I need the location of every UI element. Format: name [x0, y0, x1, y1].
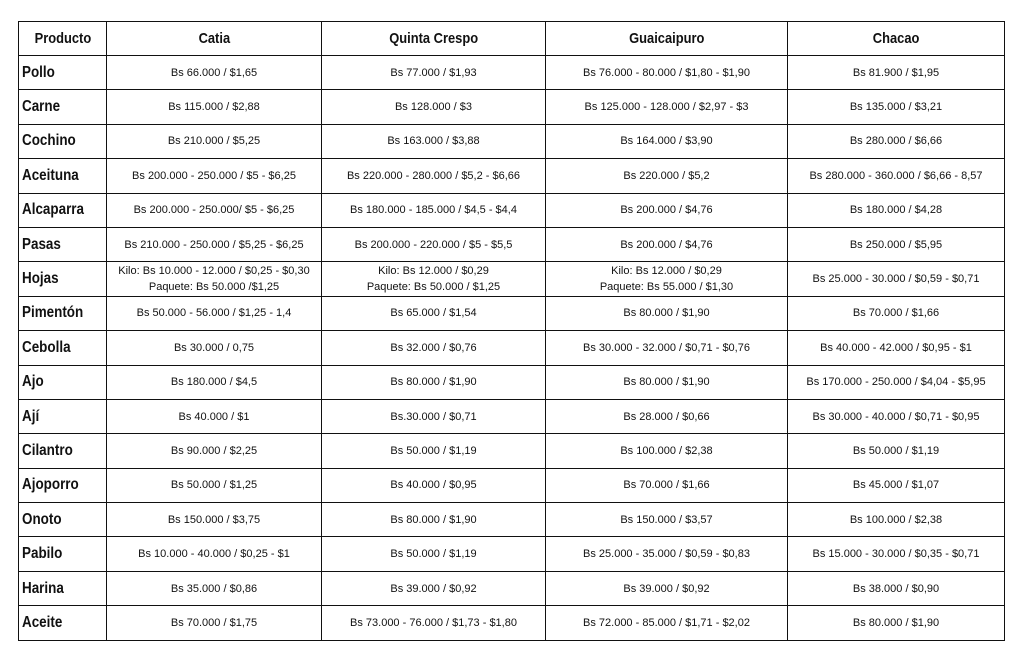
price-line: Bs 50.000 / $1,19 [852, 444, 940, 457]
price-catia [107, 365, 322, 399]
product-name [19, 468, 107, 502]
table-row [19, 399, 1005, 433]
price-line: Bs 10.000 - 40.000 / $0,25 - $1 [138, 548, 290, 561]
product-name [19, 331, 107, 365]
price-quinta-crespo [322, 296, 546, 330]
price-line: Bs 50.000 / $1,19 [390, 444, 477, 457]
price-line: Bs.30.000 / $0,71 [390, 410, 477, 423]
price-quinta-crespo [322, 399, 546, 433]
product-label: Cilantro [22, 441, 73, 459]
price-catia [107, 56, 322, 90]
price-chacao [788, 90, 1005, 124]
price-line: Bs 200.000 - 220.000 / $5 - $5,5 [354, 238, 513, 251]
table-body [19, 56, 1005, 641]
price-line: Bs 80.000 / $1,90 [390, 376, 477, 389]
price-chacao [788, 227, 1005, 261]
table-row [19, 90, 1005, 124]
price-line: Bs 100.000 / $2,38 [620, 444, 713, 457]
price-line: Bs 45.000 / $1,07 [852, 479, 940, 492]
price-catia [107, 159, 322, 193]
price-line: Bs 77.000 / $1,93 [390, 66, 477, 79]
price-chacao [788, 399, 1005, 433]
product-label: Pollo [22, 63, 55, 81]
product-label: Pasas [22, 235, 61, 253]
product-name [19, 262, 107, 296]
price-line: Bs 125.000 - 128.000 / $2,97 - $3 [584, 101, 749, 114]
price-guaicaipuro [546, 331, 788, 365]
price-line: Bs 72.000 - 85.000 / $1,71 - $2,02 [583, 616, 750, 629]
product-label: Carne [22, 98, 61, 116]
product-name [19, 365, 107, 399]
price-catia [107, 124, 322, 158]
price-guaicaipuro [546, 399, 788, 433]
price-guaicaipuro [546, 503, 788, 537]
price-line: Bs 220.000 - 280.000 / $5,2 - $6,66 [346, 169, 521, 182]
price-line: Bs 220.000 / $5,2 [623, 169, 710, 182]
price-chacao [788, 159, 1005, 193]
price-line: Bs 32.000 / $0,76 [390, 341, 477, 354]
header-row [19, 22, 1005, 56]
product-name [19, 503, 107, 537]
price-guaicaipuro [546, 296, 788, 330]
price-line: Bs 39.000 / $0,92 [390, 582, 477, 595]
product-label: Ají [22, 407, 40, 425]
price-line: Bs 150.000 / $3,57 [620, 513, 713, 526]
price-line: Bs 163.000 / $3,88 [387, 135, 480, 148]
price-line: Bs 70.000 / $1,75 [170, 616, 258, 629]
price-chacao [788, 262, 1005, 296]
product-name [19, 56, 107, 90]
price-line: Bs 30.000 - 32.000 / $0,71 - $0,76 [583, 341, 750, 354]
price-quinta-crespo [322, 571, 546, 605]
product-name [19, 90, 107, 124]
product-name [19, 227, 107, 261]
price-guaicaipuro [546, 193, 788, 227]
price-line: Bs 35.000 / $0,86 [170, 582, 258, 595]
price-line: Bs 81.900 / $1,95 [852, 66, 940, 79]
header-quinta-crespo: Quinta Crespo [322, 22, 546, 56]
table-row [19, 331, 1005, 365]
product-label: Aceite [22, 613, 63, 631]
table-row [19, 159, 1005, 193]
price-guaicaipuro [546, 90, 788, 124]
price-line: Bs 128.000 / $3 [394, 101, 473, 114]
price-chacao [788, 503, 1005, 537]
price-line: Bs 250.000 / $5,95 [849, 238, 943, 251]
price-line: Bs 39.000 / $0,92 [623, 582, 710, 595]
price-catia [107, 262, 322, 296]
price-line: Paquete: Bs 55.000 / $1,30 [599, 281, 734, 294]
price-line: Bs 25.000 - 30.000 / $0,59 - $0,71 [812, 273, 980, 286]
price-line: Bs 210.000 - 250.000 / $5,25 - $6,25 [124, 238, 304, 251]
table-row [19, 296, 1005, 330]
price-catia [107, 193, 322, 227]
price-line: Kilo: Bs 10.000 - 12.000 / $0,25 - $0,30 [118, 265, 310, 278]
price-line: Bs 38.000 / $0,90 [852, 582, 940, 595]
product-label: Hojas [22, 270, 59, 288]
product-name [19, 124, 107, 158]
price-line: Bs 164.000 / $3,90 [620, 135, 713, 148]
price-catia [107, 468, 322, 502]
price-line: Bs 73.000 - 76.000 / $1,73 - $1,80 [350, 616, 517, 629]
product-label: Cebolla [22, 338, 71, 356]
price-line: Bs 280.000 - 360.000 / $6,66 - 8,57 [809, 169, 983, 182]
product-name [19, 399, 107, 433]
header-catia: Catia [107, 22, 322, 56]
price-line: Bs 80.000 / $1,90 [623, 376, 710, 389]
price-catia [107, 399, 322, 433]
table-row [19, 193, 1005, 227]
header-chacao: Chacao [788, 22, 1005, 56]
product-label: Ajo [22, 373, 44, 391]
product-name [19, 606, 107, 640]
price-quinta-crespo [322, 503, 546, 537]
price-line: Bs 28.000 / $0,66 [623, 410, 710, 423]
price-catia [107, 331, 322, 365]
price-chacao [788, 468, 1005, 502]
product-name [19, 434, 107, 468]
price-quinta-crespo [322, 227, 546, 261]
product-label: Aceituna [22, 166, 79, 184]
price-catia [107, 537, 322, 571]
price-line: Bs 66.000 / $1,65 [170, 66, 258, 79]
price-quinta-crespo [322, 606, 546, 640]
price-catia [107, 571, 322, 605]
price-quinta-crespo [322, 90, 546, 124]
price-quinta-crespo [322, 56, 546, 90]
price-line: Bs 50.000 / $1,19 [390, 548, 477, 561]
price-catia [107, 90, 322, 124]
table-row [19, 56, 1005, 90]
price-quinta-crespo [322, 262, 546, 296]
price-guaicaipuro [546, 434, 788, 468]
price-quinta-crespo [322, 468, 546, 502]
price-guaicaipuro [546, 124, 788, 158]
price-quinta-crespo [322, 124, 546, 158]
price-line: Bs 15.000 - 30.000 / $0,35 - $0,71 [812, 548, 980, 561]
table-row [19, 124, 1005, 158]
price-quinta-crespo [322, 365, 546, 399]
table-row [19, 365, 1005, 399]
price-line: Bs 70.000 / $1,66 [623, 479, 710, 492]
price-line: Bs 280.000 / $6,66 [849, 135, 943, 148]
price-guaicaipuro [546, 468, 788, 502]
price-chacao [788, 331, 1005, 365]
price-line: Kilo: Bs 12.000 / $0,29 [611, 265, 722, 278]
table-row [19, 227, 1005, 261]
price-quinta-crespo [322, 537, 546, 571]
product-name [19, 193, 107, 227]
product-label: Ajoporro [22, 476, 79, 494]
price-line: Bs 40.000 / $1 [178, 410, 250, 423]
price-chacao [788, 434, 1005, 468]
price-line: Bs 80.000 / $1,90 [852, 616, 940, 629]
price-quinta-crespo [322, 434, 546, 468]
price-guaicaipuro [546, 365, 788, 399]
price-catia [107, 227, 322, 261]
price-chacao [788, 56, 1005, 90]
price-line: Bs 210.000 / $5,25 [167, 135, 261, 148]
price-guaicaipuro [546, 159, 788, 193]
price-line: Bs 65.000 / $1,54 [390, 307, 477, 320]
price-line: Bs 200.000 / $4,76 [620, 204, 713, 217]
price-chacao [788, 365, 1005, 399]
price-chacao [788, 571, 1005, 605]
table-row [19, 537, 1005, 571]
product-label: Pimentón [22, 304, 84, 322]
price-line: Bs 170.000 - 250.000 / $4,04 - $5,95 [806, 376, 986, 389]
price-line: Bs 150.000 / $3,75 [167, 513, 261, 526]
price-guaicaipuro [546, 262, 788, 296]
price-line: Bs 70.000 / $1,66 [852, 307, 940, 320]
price-line: Bs 180.000 / $4,5 [170, 376, 258, 389]
price-line: Bs 135.000 / $3,21 [849, 101, 943, 114]
price-line: Bs 40.000 / $0,95 [390, 479, 477, 492]
product-label: Onoto [22, 510, 62, 528]
price-chacao [788, 537, 1005, 571]
price-guaicaipuro [546, 571, 788, 605]
price-chacao [788, 193, 1005, 227]
price-line: Bs 50.000 / $1,25 [170, 479, 258, 492]
price-guaicaipuro [546, 606, 788, 640]
price-line: Bs 200.000 - 250.000/ $5 - $6,25 [133, 204, 295, 217]
product-label: Cochino [22, 132, 76, 150]
price-line: Bs 50.000 - 56.000 / $1,25 - 1,4 [136, 307, 292, 320]
price-catia [107, 434, 322, 468]
price-chacao [788, 606, 1005, 640]
table-row [19, 503, 1005, 537]
price-line: Bs 115.000 / $2,88 [168, 101, 260, 114]
price-line: Bs 25.000 - 35.000 / $0,59 - $0,83 [583, 548, 750, 561]
product-label: Pabilo [22, 545, 63, 563]
price-line: Bs 80.000 / $1,90 [390, 513, 477, 526]
header-product: Producto [19, 22, 107, 56]
price-line: Bs 30.000 - 40.000 / $0,71 - $0,95 [812, 410, 980, 423]
price-line: Bs 100.000 / $2,38 [849, 513, 943, 526]
price-line: Bs 40.000 - 42.000 / $0,95 - $1 [820, 341, 972, 354]
price-line: Bs 30.000 / 0,75 [173, 341, 255, 354]
price-comparison-table [18, 21, 1005, 641]
price-catia [107, 296, 322, 330]
table-row [19, 571, 1005, 605]
header-guaicaipuro: Guaicaipuro [546, 22, 788, 56]
price-line: Paquete: Bs 50.000 / $1,25 [366, 281, 501, 294]
price-line: Bs 180.000 - 185.000 / $4,5 - $4,4 [350, 204, 517, 217]
product-label: Harina [22, 579, 64, 597]
price-chacao [788, 124, 1005, 158]
table-row [19, 262, 1005, 296]
product-name [19, 571, 107, 605]
price-line: Bs 200.000 - 250.000 / $5 - $6,25 [132, 169, 296, 182]
price-catia [107, 606, 322, 640]
price-quinta-crespo [322, 159, 546, 193]
price-quinta-crespo [322, 193, 546, 227]
product-name [19, 296, 107, 330]
price-line: Bs 180.000 / $4,28 [849, 204, 943, 217]
price-catia [107, 503, 322, 537]
price-guaicaipuro [546, 537, 788, 571]
price-line: Kilo: Bs 12.000 / $0,29 [378, 265, 489, 278]
product-name [19, 159, 107, 193]
price-line: Paquete: Bs 50.000 /$1,25 [148, 281, 280, 294]
price-chacao [788, 296, 1005, 330]
table-header [19, 22, 1005, 56]
table-row [19, 434, 1005, 468]
price-guaicaipuro [546, 56, 788, 90]
table-row [19, 468, 1005, 502]
price-line: Bs 200.000 / $4,76 [620, 238, 713, 251]
table-row [19, 606, 1005, 640]
price-quinta-crespo [322, 331, 546, 365]
price-line: Bs 76.000 - 80.000 / $1,80 - $1,90 [583, 66, 750, 79]
product-label: Alcaparra [22, 201, 85, 219]
product-name [19, 537, 107, 571]
price-line: Bs 90.000 / $2,25 [170, 444, 258, 457]
price-line: Bs 80.000 / $1,90 [623, 307, 710, 320]
price-guaicaipuro [546, 227, 788, 261]
